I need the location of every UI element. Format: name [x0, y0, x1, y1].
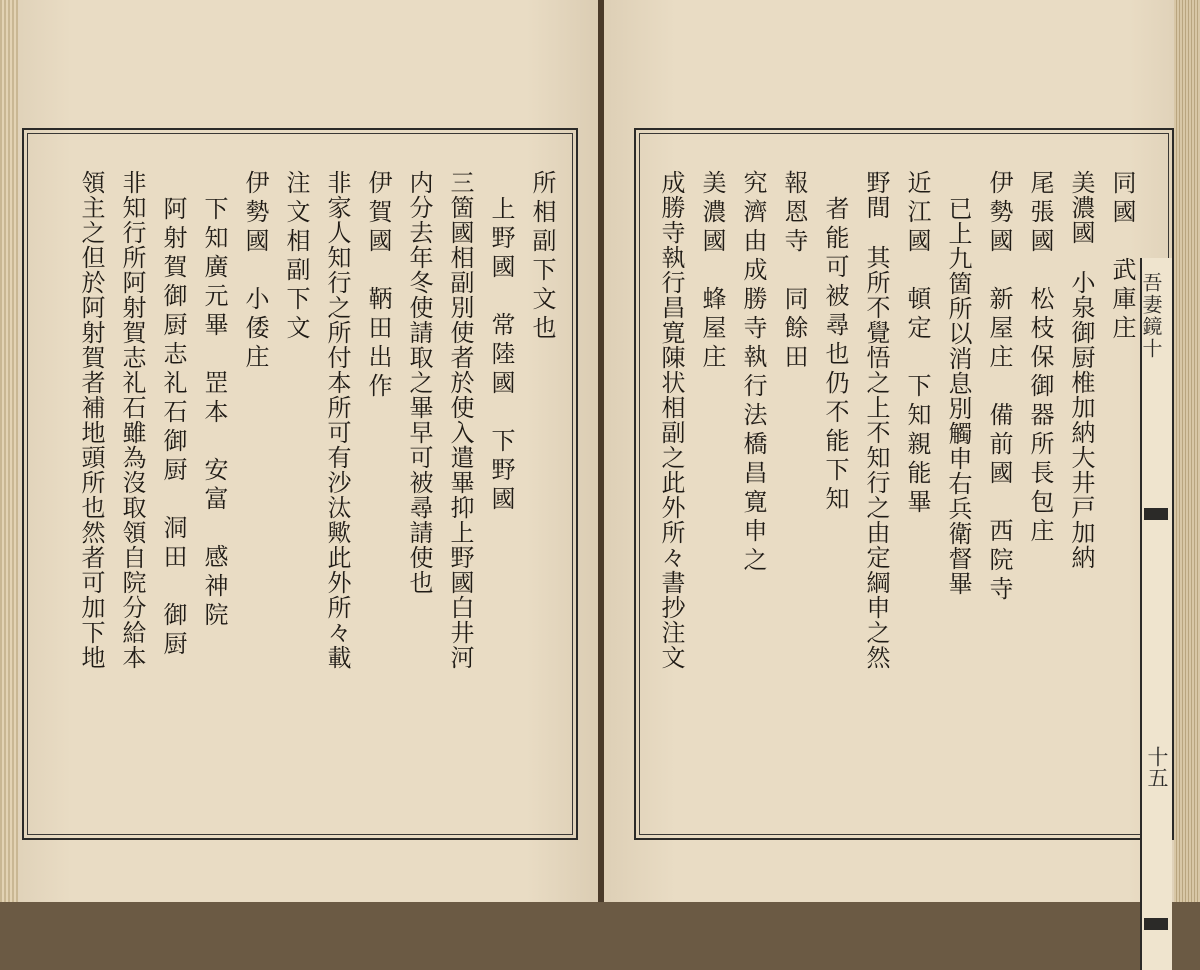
fish-tail-top [1144, 508, 1168, 520]
right-column-9: 報恩寺 同餘田 [780, 170, 808, 373]
right-column-3: 尾張國 松枝保御器所長包庄 [1026, 170, 1054, 547]
left-page [0, 0, 598, 902]
right-column-12: 成勝寺執行昌寛陳状相副之此外所々書抄注文 [657, 170, 685, 670]
left-column-5: 伊賀國 鞆田出作 [364, 170, 392, 402]
left-column-1: 所相副下文也 [528, 170, 556, 344]
right-column-2: 美濃國 小泉御厨椎加納大井戸加納 [1067, 170, 1095, 570]
right-column-11: 美濃國 蜂屋庄 [698, 170, 726, 373]
left-column-4: 内分去年冬使請取之畢早可被尋請使也 [405, 170, 433, 595]
left-column-6: 非家人知行之所付本所可有沙汰歟此外所々載 [323, 170, 351, 670]
left-column-12: 領主之但於阿射賀者補地頭所也然者可加下地 [77, 170, 105, 670]
left-column-3: 三箇國相副別使者於使入遣畢抑上野國白井河 [446, 170, 474, 670]
right-column-5: 已上九箇所以消息別觸申右兵衛督畢 [944, 196, 972, 596]
right-column-8: 者能可被尋也仍不能下知 [821, 196, 849, 515]
left-text-frame [22, 128, 578, 840]
left-column-2: 上野國 常陸國 下野國 [487, 196, 515, 515]
right-column-1: 同國 武庫庄 [1108, 170, 1136, 344]
hanshin-center-strip [1140, 258, 1172, 970]
right-text-frame [634, 128, 1174, 840]
left-column-8: 伊勢國 小倭庄 [241, 170, 269, 373]
right-column-6: 近江國 頓定 下知親能畢 [903, 170, 931, 518]
left-column-10: 阿射賀御厨志礼石御厨 洞田 御厨 [159, 196, 187, 660]
left-column-7: 注文相副下文 [282, 170, 310, 344]
right-column-7: 野間 其所不覺悟之上不知行之由定綱申之然 [862, 170, 890, 670]
fish-tail-bottom [1144, 918, 1168, 930]
margin-title: 吾妻鏡十 [1139, 272, 1163, 360]
left-text-columns [38, 148, 562, 828]
right-column-10: 究濟由成勝寺執行法橋昌寛申之 [739, 170, 767, 576]
page-edge-right [1174, 0, 1200, 902]
right-column-4: 伊勢國 新屋庄 備前國 西院寺 [985, 170, 1013, 605]
page-edge-left [0, 0, 18, 902]
right-text-columns [650, 148, 1142, 828]
right-page [604, 0, 1200, 902]
left-column-9: 下知廣元畢 罡本 安富 感神院 [200, 196, 228, 631]
left-column-11: 非知行所阿射賀志礼石雖為沒取領自院分給本 [118, 170, 146, 670]
folio-number: 十五 [1145, 746, 1169, 788]
